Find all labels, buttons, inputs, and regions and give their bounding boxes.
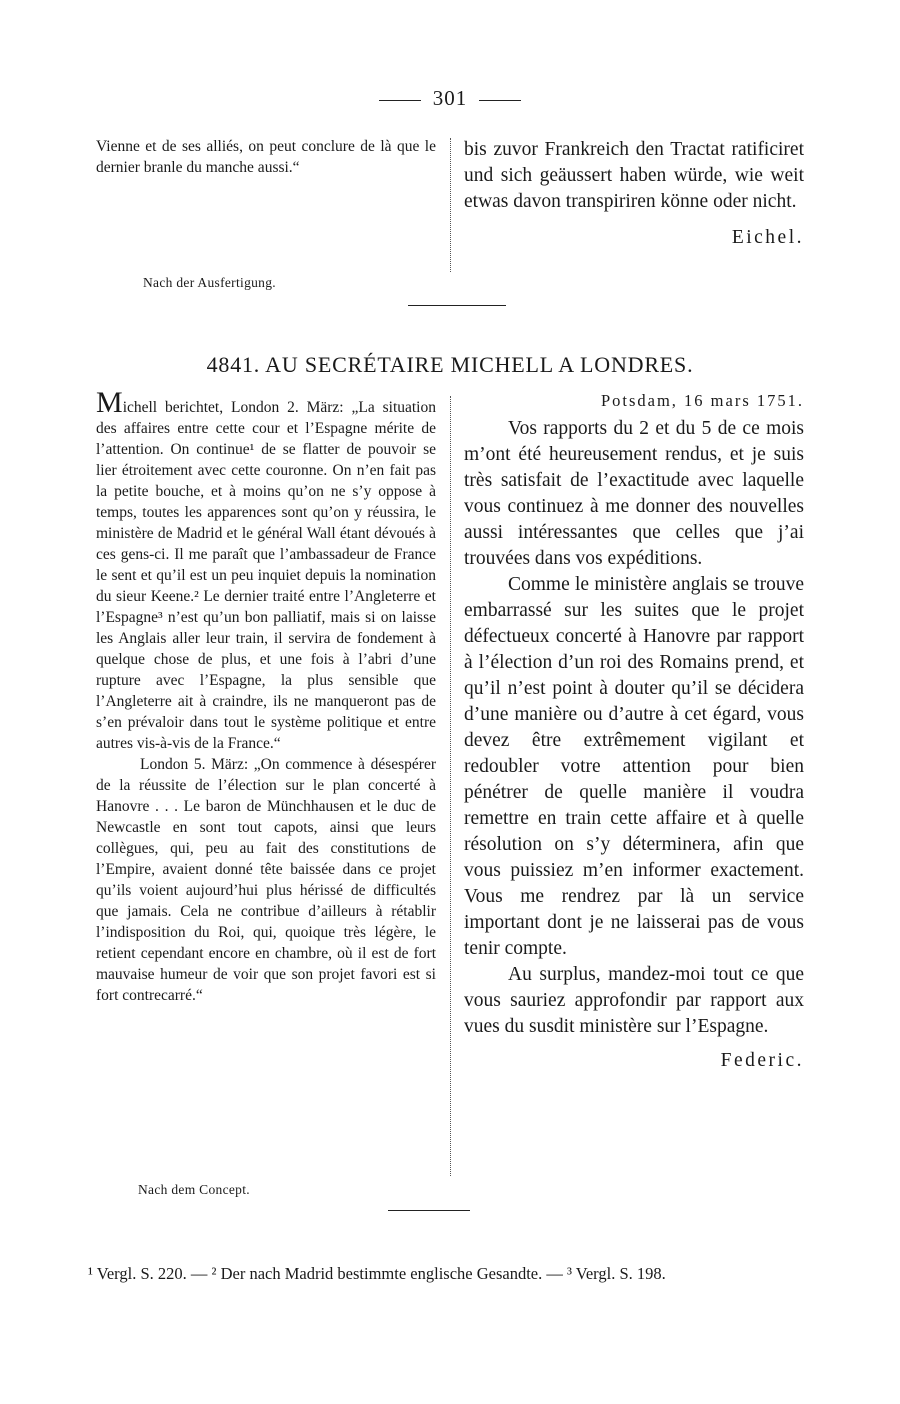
drop-letter: M <box>96 386 123 419</box>
end-divider <box>388 1210 470 1211</box>
right-paragraph-1: Vos rapports du 2 et du 5 de ce mois m’ont été heureusement rendus, et je suis très satisfait de l’exactitude avec laquelle vous continuez à me donner des nouvelles aussi intéressantes que celles que j’ai trouvées dans vos expéditions. <box>464 418 804 569</box>
left-paragraph-1-text: ichell berichtet, London 2. März: „La situation des affaires entre cette cour et l’Espagne mérite de l’attention. On continue¹ de se flatter de pouvoir se lier étroitement avec cette couronne. On n’en fait pas la petite bouche, et à moins qu’on ne s’y oppose à temps, toutes les apparences sont qu’on y réussira, le ministère de Madrid et le général Wall étant dévoués à ces gens-ci. Il me paraît que l’ambassadeur de France le sent et qu’il est un peu inquiet depuis la nomination du sieur Keene.² Le dernier traité entre l’Angleterre et l’Espagne³ n’est qu’un bon palliatif, mais si on laisse les Anglais aller leur train, il servira de fondement à quelque chose de plus, et une fois à l’abri d’une rupture avec l’Espagne, la plus sensible que l’Angleterre ait à craindre, ils ne manqueront pas de s’en prévaloir dans tout le système politique et entre autres vis-à-vis de la France.“ <box>96 399 436 752</box>
page-number-dash-left <box>379 100 421 101</box>
page-number-text: 301 <box>432 86 468 110</box>
top-left-note: Nach der Ausfertigung. <box>143 275 276 290</box>
top-right-paragraph: bis zuvor Frankreich den Tractat ratificiret und sich geäussert haben würde, wie weit etwas davon transpiriren könne oder nicht. <box>464 139 804 212</box>
right-signature: Federic. <box>720 1050 804 1071</box>
page-number <box>0 86 900 111</box>
left-paragraph-2: London 5. März: „On commence à désespérer de la réussite de l’élection sur le plan concerté à Hanovre . . . Le baron de Münchhausen et le duc de Newcastle en sont tout capots, ainsi que leurs collègues, qui, peu au fait des constitutions de l’Empire, avaient donné tête baissée dans ce projet qu’ils voient aujourd’hui plus hérissé de difficultés que jamais. Cela ne contribue d’ailleurs à rétablir l’indisposition du Roi, qui, quoique très légère, le retient cependant encore en chambre, où il est de fort mauvaise humeur de voir que son projet favori est si fort contrecarré.“ <box>96 756 436 1004</box>
top-column-separator <box>450 138 451 272</box>
left-paragraph-1 <box>96 386 436 754</box>
page-number-dash-right <box>479 100 521 101</box>
left-note: Nach dem Concept. <box>138 1182 250 1197</box>
top-right-text <box>464 137 804 251</box>
right-paragraph-3: Au surplus, mandez-moi tout ce que vous sauriez approfondir par rapport aux vues du susdit ministère sur l’Espagne. <box>464 964 804 1037</box>
top-left-paragraph: Vienne et de ses alliés, on peut conclure de là que le dernier branle du manche aussi.“ <box>96 138 436 176</box>
left-column <box>96 386 436 1006</box>
main-column-separator <box>450 396 451 1176</box>
section-divider <box>408 305 506 306</box>
top-right-signature: Eichel. <box>731 227 804 248</box>
top-left-text <box>96 136 436 178</box>
footnotes: ¹ Vergl. S. 220. — ² Der nach Madrid bestimmte englische Gesandte. — ³ Vergl. S. 198. <box>88 1264 666 1283</box>
right-paragraph-2: Comme le ministère anglais se trouve embarrassé sur les suites que le projet défectueux concerté à Hanovre par rapport à l’élection d’un roi des Romains prend, et qu’il n’est point à douter qu’il se décidera d’une manière ou d’autre à cet égard, vous devez être extrêmement vigilant et redoubler votre attention pour bien pénétrer de quelle manière il voudra remettre en train cette affaire et à quelle résolution on s’y déterminera, afin que vous puissiez m’en informer exactement. Vous me rendrez par là un service important dont je ne laisserai pas de vous tenir compte. <box>464 574 804 959</box>
right-column <box>464 390 804 1074</box>
dateline: Potsdam, 16 mars 1751. <box>600 391 804 410</box>
document-heading: 4841. AU SECRÉTAIRE MICHELL A LONDRES. <box>206 352 694 377</box>
